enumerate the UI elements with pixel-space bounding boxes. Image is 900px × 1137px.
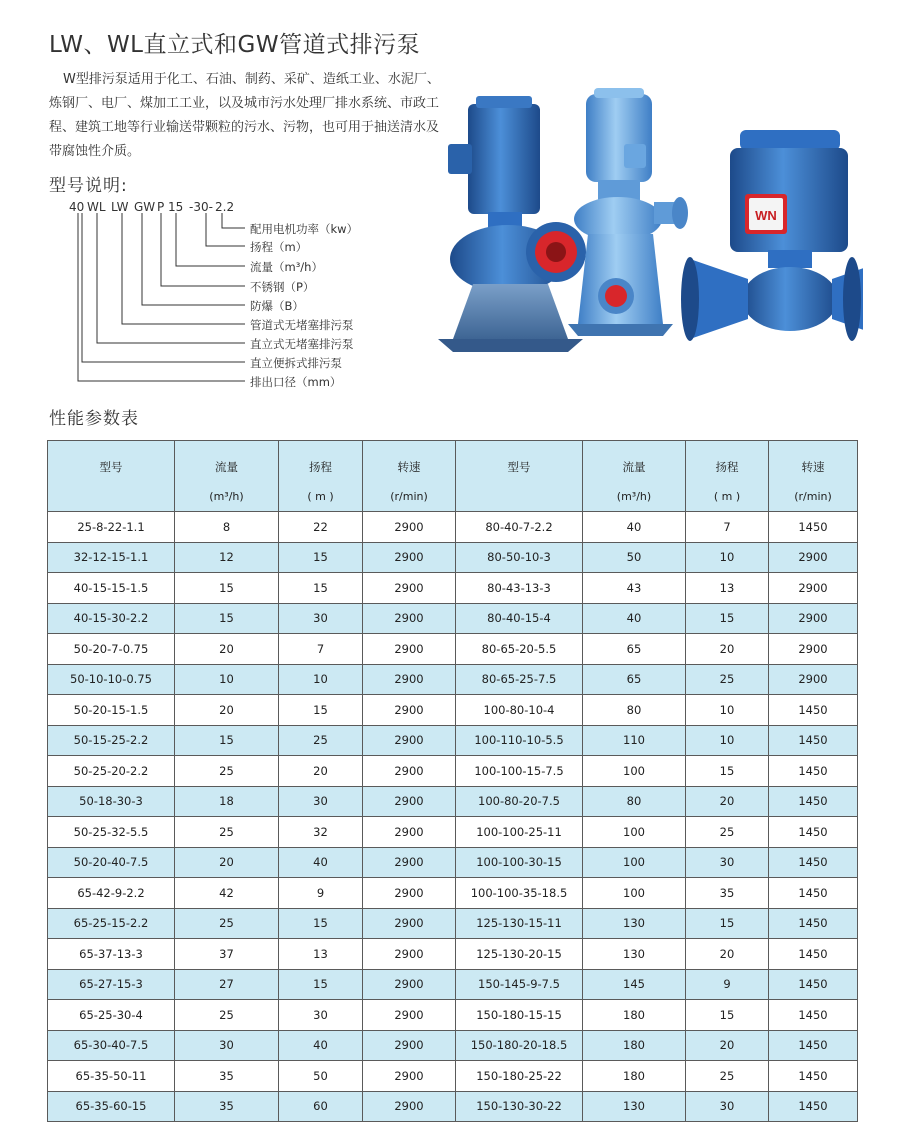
performance-table-heading: 性能参数表 [49,409,139,429]
header-head: 扬程 ( m ) [686,441,769,512]
cell-speed: 2900 [769,634,858,665]
cell-speed: 2900 [363,634,456,665]
cell-head: 25 [686,817,769,848]
cell-flow: 35 [175,1061,279,1092]
cell-flow: 100 [583,756,686,787]
cell-speed: 2900 [769,664,858,695]
cell-model: 65-30-40-7.5 [48,1030,175,1061]
cell-head: 9 [686,969,769,1000]
cell-head: 60 [279,1091,363,1122]
cell-flow: 50 [583,542,686,573]
cell-flow: 18 [175,786,279,817]
code-label-power: 配用电机功率（kw） [250,222,359,236]
cell-flow: 80 [583,786,686,817]
cell-speed: 2900 [769,542,858,573]
cell-flow: 180 [583,1000,686,1031]
header-speed: 转速 (r/min) [769,441,858,512]
cell-speed: 2900 [769,573,858,604]
cell-model: 100-100-30-15 [456,847,583,878]
code-part-gw: GW [134,200,156,214]
cell-head: 35 [686,878,769,909]
cell-model: 65-35-50-11 [48,1061,175,1092]
code-label-gw: 管道式无堵塞排污泵 [250,318,354,332]
cell-model: 25-8-22-1.1 [48,512,175,543]
cell-model: 40-15-15-1.5 [48,573,175,604]
table-row [48,542,858,573]
cell-flow: 20 [175,634,279,665]
cell-head: 25 [686,664,769,695]
performance-table [47,440,858,1122]
code-label-wl: 直立便拆式排污泵 [250,356,342,370]
cell-head: 50 [279,1061,363,1092]
cell-model: 50-25-20-2.2 [48,756,175,787]
code-label-lw: 直立式无堵塞排污泵 [250,337,354,351]
cell-speed: 2900 [363,512,456,543]
table-row [48,725,858,756]
cell-model: 80-50-10-3 [456,542,583,573]
cell-flow: 8 [175,512,279,543]
cell-speed: 2900 [769,603,858,634]
cell-head: 20 [686,786,769,817]
cell-model: 100-80-10-4 [456,695,583,726]
cell-model: 80-65-25-7.5 [456,664,583,695]
cell-speed: 1450 [769,1061,858,1092]
cell-flow: 180 [583,1061,686,1092]
cell-head: 15 [279,969,363,1000]
cell-model: 65-37-13-3 [48,939,175,970]
cell-flow: 37 [175,939,279,970]
code-part-flow: 15 [168,200,184,214]
cell-model: 125-130-15-11 [456,908,583,939]
cell-flow: 43 [583,573,686,604]
cell-flow: 27 [175,969,279,1000]
code-part-diameter: 40 [69,200,85,214]
cell-model: 50-15-25-2.2 [48,725,175,756]
cell-head: 13 [279,939,363,970]
cell-model: 65-42-9-2.2 [48,878,175,909]
table-header-row [48,441,858,512]
code-label-flow: 流量（m³/h） [250,260,323,274]
cell-model: 50-20-7-0.75 [48,634,175,665]
cell-speed: 1450 [769,512,858,543]
cell-flow: 25 [175,817,279,848]
cell-speed: 1450 [769,695,858,726]
cell-speed: 1450 [769,939,858,970]
cell-speed: 1450 [769,969,858,1000]
cell-head: 25 [686,1061,769,1092]
cell-model: 150-180-15-15 [456,1000,583,1031]
cell-speed: 2900 [363,756,456,787]
cell-speed: 2900 [363,786,456,817]
cell-model: 65-35-60-15 [48,1091,175,1122]
cell-speed: 2900 [363,542,456,573]
pump-lw-middle [568,88,688,336]
header-flow: 流量 (m³/h) [583,441,686,512]
cell-head: 30 [686,1091,769,1122]
cell-head: 40 [279,1030,363,1061]
cell-flow: 10 [175,664,279,695]
cell-flow: 20 [175,695,279,726]
table-row [48,634,858,665]
cell-flow: 130 [583,908,686,939]
cell-head: 15 [686,1000,769,1031]
cell-flow: 42 [175,878,279,909]
cell-model: 150-180-25-22 [456,1061,583,1092]
cell-speed: 1450 [769,908,858,939]
cell-head: 40 [279,847,363,878]
header-model: 型号 [456,441,583,512]
cell-speed: 1450 [769,786,858,817]
cell-flow: 145 [583,969,686,1000]
cell-head: 30 [279,603,363,634]
cell-flow: 180 [583,1030,686,1061]
code-label-explosion-proof: 防爆（B） [250,299,304,313]
cell-flow: 35 [175,1091,279,1122]
cell-model: 80-40-7-2.2 [456,512,583,543]
header-flow: 流量 (m³/h) [175,441,279,512]
cell-speed: 2900 [363,664,456,695]
cell-head: 20 [686,1030,769,1061]
code-part-power: 2.2 [215,200,235,214]
cell-speed: 2900 [363,847,456,878]
cell-head: 15 [279,573,363,604]
cell-head: 10 [686,695,769,726]
table-row [48,1000,858,1031]
cell-model: 125-130-20-15 [456,939,583,970]
cell-model: 50-20-40-7.5 [48,847,175,878]
cell-flow: 25 [175,1000,279,1031]
cell-head: 7 [686,512,769,543]
pump-gw-right [681,130,863,341]
code-part-head: -30- [189,200,213,214]
cell-speed: 2900 [363,878,456,909]
cell-flow: 25 [175,908,279,939]
table-row [48,847,858,878]
cell-flow: 15 [175,725,279,756]
table-row [48,695,858,726]
cell-model: 65-25-30-4 [48,1000,175,1031]
cell-speed: 2900 [363,1000,456,1031]
cell-head: 30 [686,847,769,878]
cell-speed: 2900 [363,908,456,939]
model-code-diagram [50,196,450,396]
cell-head: 15 [686,756,769,787]
table-row [48,603,858,634]
cell-head: 13 [686,573,769,604]
cell-speed: 2900 [363,969,456,1000]
cell-flow: 65 [583,664,686,695]
header-model: 型号 [48,441,175,512]
cell-speed: 1450 [769,1000,858,1031]
code-part-p: P [157,200,165,214]
code-part-wl: WL [87,200,106,214]
cell-head: 10 [686,725,769,756]
cell-head: 10 [279,664,363,695]
cell-head: 15 [279,542,363,573]
cell-speed: 2900 [363,603,456,634]
cell-flow: 15 [175,603,279,634]
cell-model: 80-40-15-4 [456,603,583,634]
cell-model: 50-10-10-0.75 [48,664,175,695]
cell-flow: 100 [583,847,686,878]
cell-flow: 110 [583,725,686,756]
table-row [48,664,858,695]
cell-flow: 130 [583,939,686,970]
cell-head: 7 [279,634,363,665]
cell-flow: 15 [175,573,279,604]
cell-model: 100-110-10-5.5 [456,725,583,756]
page-title: LW、WL直立式和GW管道式排污泵 [49,32,421,58]
cell-flow: 12 [175,542,279,573]
cell-speed: 2900 [363,695,456,726]
cell-model: 50-18-30-3 [48,786,175,817]
cell-head: 32 [279,817,363,848]
cell-speed: 2900 [363,1030,456,1061]
table-row [48,573,858,604]
cell-flow: 80 [583,695,686,726]
cell-head: 22 [279,512,363,543]
pump-wl-left [438,96,586,352]
cell-model: 150-145-9-7.5 [456,969,583,1000]
cell-model: 40-15-30-2.2 [48,603,175,634]
cell-speed: 1450 [769,756,858,787]
code-label-stainless: 不锈钢（P） [250,280,315,294]
cell-model: 100-100-15-7.5 [456,756,583,787]
cell-flow: 20 [175,847,279,878]
cell-model: 65-25-15-2.2 [48,908,175,939]
cell-flow: 100 [583,878,686,909]
cell-model: 80-43-13-3 [456,573,583,604]
table-row [48,908,858,939]
cell-speed: 2900 [363,573,456,604]
cell-speed: 1450 [769,817,858,848]
code-part-lw: LW [111,200,129,214]
pump-product-image [418,84,863,369]
cell-head: 15 [686,908,769,939]
cell-speed: 1450 [769,1030,858,1061]
nameplate-label: WN [755,208,777,223]
cell-flow: 65 [583,634,686,665]
cell-speed: 1450 [769,725,858,756]
cell-model: 150-180-20-18.5 [456,1030,583,1061]
code-label-diameter: 排出口径（mm） [250,375,342,389]
table-row [48,786,858,817]
table-row [48,878,858,909]
cell-head: 20 [686,634,769,665]
cell-flow: 40 [583,512,686,543]
cell-head: 30 [279,786,363,817]
cell-flow: 30 [175,1030,279,1061]
code-label-head: 扬程（m） [250,240,308,254]
model-explanation-heading: 型号说明: [49,176,128,196]
header-speed: 转速 (r/min) [363,441,456,512]
cell-speed: 1450 [769,878,858,909]
cell-head: 30 [279,1000,363,1031]
cell-head: 20 [279,756,363,787]
cell-flow: 130 [583,1091,686,1122]
cell-model: 32-12-15-1.1 [48,542,175,573]
cell-head: 15 [686,603,769,634]
table-row [48,1030,858,1061]
cell-model: 50-25-32-5.5 [48,817,175,848]
table-row [48,512,858,543]
cell-head: 10 [686,542,769,573]
cell-speed: 2900 [363,1091,456,1122]
cell-speed: 1450 [769,847,858,878]
cell-flow: 25 [175,756,279,787]
cell-flow: 40 [583,603,686,634]
cell-speed: 2900 [363,725,456,756]
cell-model: 80-65-20-5.5 [456,634,583,665]
cell-model: 65-27-15-3 [48,969,175,1000]
cell-model: 150-130-30-22 [456,1091,583,1122]
cell-model: 100-100-25-11 [456,817,583,848]
cell-speed: 1450 [769,1091,858,1122]
cell-model: 100-80-20-7.5 [456,786,583,817]
table-row [48,939,858,970]
cell-head: 15 [279,908,363,939]
header-head: 扬程 ( m ) [279,441,363,512]
cell-head: 20 [686,939,769,970]
cell-head: 25 [279,725,363,756]
cell-speed: 2900 [363,1061,456,1092]
table-row [48,756,858,787]
cell-flow: 100 [583,817,686,848]
table-row [48,1091,858,1122]
table-row [48,817,858,848]
cell-head: 9 [279,878,363,909]
cell-model: 100-100-35-18.5 [456,878,583,909]
table-row [48,1061,858,1092]
cell-model: 50-20-15-1.5 [48,695,175,726]
cell-head: 15 [279,695,363,726]
intro-paragraph: W型排污泵适用于化工、石油、制药、采矿、造纸工业、水泥厂、炼钢厂、电厂、煤加工工业，以及城市污水处理厂排水系统、市政工程、建筑工地等行业输送带颗粒的污水、污物，也可用于抽送清水及带腐蚀性介质。 [49,72,440,159]
cell-speed: 2900 [363,939,456,970]
table-row [48,969,858,1000]
cell-speed: 2900 [363,817,456,848]
